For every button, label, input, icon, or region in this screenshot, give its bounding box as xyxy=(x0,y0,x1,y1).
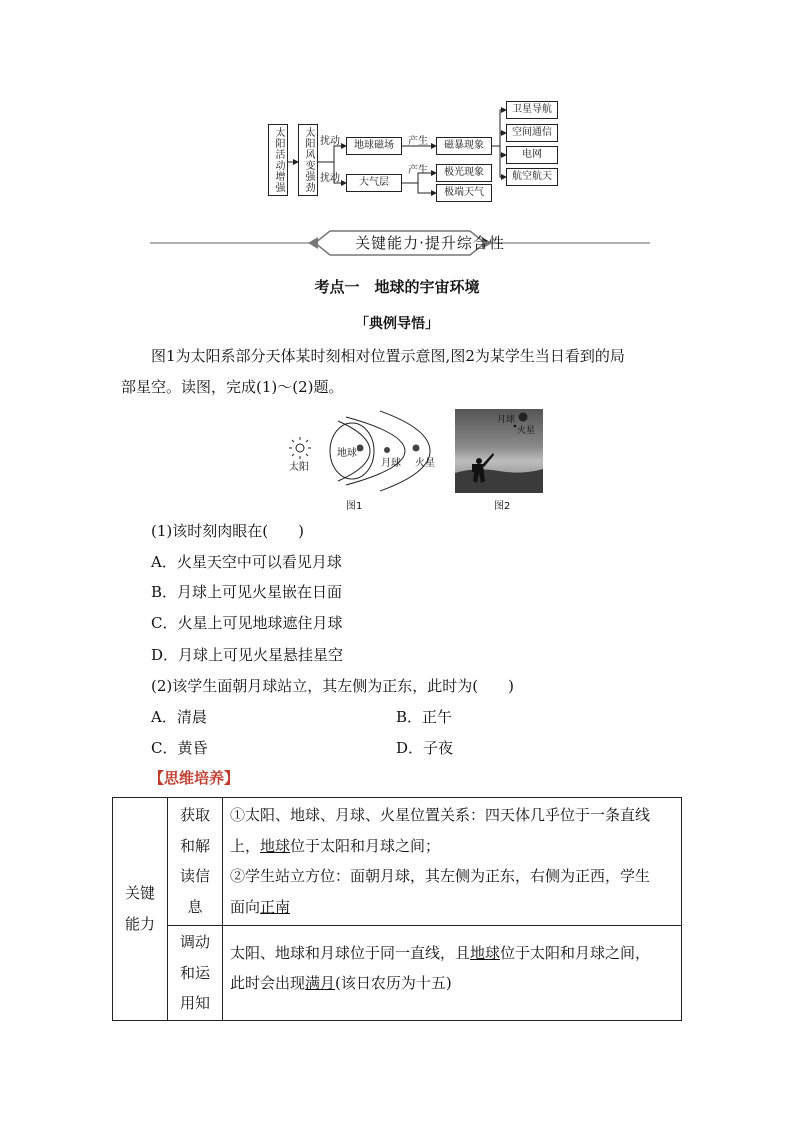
text-span: 上， xyxy=(230,836,261,855)
flow-disturb-label-1: 扰动 xyxy=(320,136,340,147)
table-row-label: 获取和解读信息 xyxy=(179,806,210,916)
section-title: 考点一 地球的宇宙环境 xyxy=(314,278,480,296)
flow-aurora: 极光现象 xyxy=(436,164,492,182)
text-span: (该日农历为十五) xyxy=(335,974,452,993)
table-content-cell xyxy=(223,925,682,1020)
question-2-stem: (2)该学生面朝月球站立，其左侧为正东，此时为( ) xyxy=(151,677,514,695)
table-category-cell xyxy=(113,798,168,1021)
thinking-label: 【思维培养】 xyxy=(149,769,240,787)
text-span: 太阳、地球和月球位于同一直线，且 xyxy=(230,943,471,962)
question-1-option: B．月球上可见火星嵌在日面 xyxy=(151,583,343,601)
underlined-keyword: 满月 xyxy=(305,974,336,993)
underlined-keyword: 地球 xyxy=(470,943,501,962)
table-text-line xyxy=(230,831,674,862)
table-category: 关键能力 xyxy=(124,884,155,933)
question-1-option: D．月球上可见火星悬挂星空 xyxy=(151,646,344,664)
figure-2-caption: 图2 xyxy=(494,501,511,512)
question-2-option: C．黄昏 xyxy=(151,739,208,757)
flow-impact: 电网 xyxy=(506,146,558,164)
figure-1-mars-label: 火星 xyxy=(415,458,435,469)
flow-produce-label-1: 产生 xyxy=(408,136,428,147)
flow-impact: 空间通信 xyxy=(506,124,558,142)
question-2-option: B．正午 xyxy=(396,708,453,726)
underlined-keyword: 地球 xyxy=(260,836,291,855)
table-text-line xyxy=(230,968,674,999)
flow-impact: 卫星导航 xyxy=(506,101,558,119)
figure-1-sun-label: 太阳 xyxy=(289,462,309,473)
flow-solar-wind: 太阳风变强劲 xyxy=(298,124,318,196)
table-text-line xyxy=(230,892,674,923)
flow-magnetic-storm: 磁暴现象 xyxy=(436,137,492,155)
table-text-line: ②学生站立方位：面朝月球，其左侧为正东，右侧为正西，学生 xyxy=(230,867,651,886)
flow-magnetosphere: 地球磁场 xyxy=(346,137,402,155)
question-1-stem: (1)该时刻肉眼在( ) xyxy=(151,522,304,540)
table-content-cell xyxy=(223,798,682,926)
figure-1-earth-label: 地球 xyxy=(337,444,357,459)
table-row xyxy=(113,925,682,1020)
flow-solar-activity: 太阳活动增强 xyxy=(268,124,288,196)
question-2-option: A．清晨 xyxy=(151,708,207,726)
text-span: 位于太阳和月球之间； xyxy=(290,836,441,855)
section-banner: 关键能力·提升综合性 xyxy=(355,233,505,252)
table-row xyxy=(113,798,682,926)
key-ability-table xyxy=(112,797,682,1021)
intro-line-2: 部星空。读图，完成(1)～(2)题。 xyxy=(121,378,344,396)
intro-line-1: 图1为太阳系部分天体某时刻相对位置示意图,图2为某学生当日看到的局 xyxy=(151,347,625,365)
figure-2-moon-label: 月球 xyxy=(497,415,516,425)
example-title: 「典例导悟」 xyxy=(355,316,439,332)
flow-extreme-weather: 极端天气 xyxy=(436,184,492,202)
flow-impact: 航空航天 xyxy=(506,168,558,186)
question-1-option: A．火星天空中可以看见月球 xyxy=(151,553,342,571)
figure-1-moon-label: 月球 xyxy=(381,458,401,469)
question-1-option: C．火星上可见地球遮住月球 xyxy=(151,614,343,632)
figure-1-caption: 图1 xyxy=(346,501,363,512)
text-span: 位于太阳和月球之间， xyxy=(500,943,651,962)
table-row-label: 调动和运用知 xyxy=(179,933,210,1013)
table-text-line xyxy=(230,938,674,969)
table-row-label-cell xyxy=(168,798,223,926)
text-span: 此时会出现 xyxy=(230,974,306,993)
flow-produce-label-2: 产生 xyxy=(408,165,428,176)
figure-2-photo xyxy=(455,409,543,493)
flow-disturb-label-2: 扰动 xyxy=(320,173,340,184)
question-2-option: D．子夜 xyxy=(396,739,454,757)
flow-atmosphere: 大气层 xyxy=(346,174,402,192)
figure-2-mars-label: 火星 xyxy=(517,426,536,436)
underlined-keyword: 正南 xyxy=(260,897,291,916)
figure-1-diagram xyxy=(280,405,450,500)
text-span: 面向 xyxy=(230,897,261,916)
table-row-label-cell xyxy=(168,925,223,1020)
table-text-line: ①太阳、地球、月球、火星位置关系：四天体几乎位于一条直线 xyxy=(230,806,651,825)
